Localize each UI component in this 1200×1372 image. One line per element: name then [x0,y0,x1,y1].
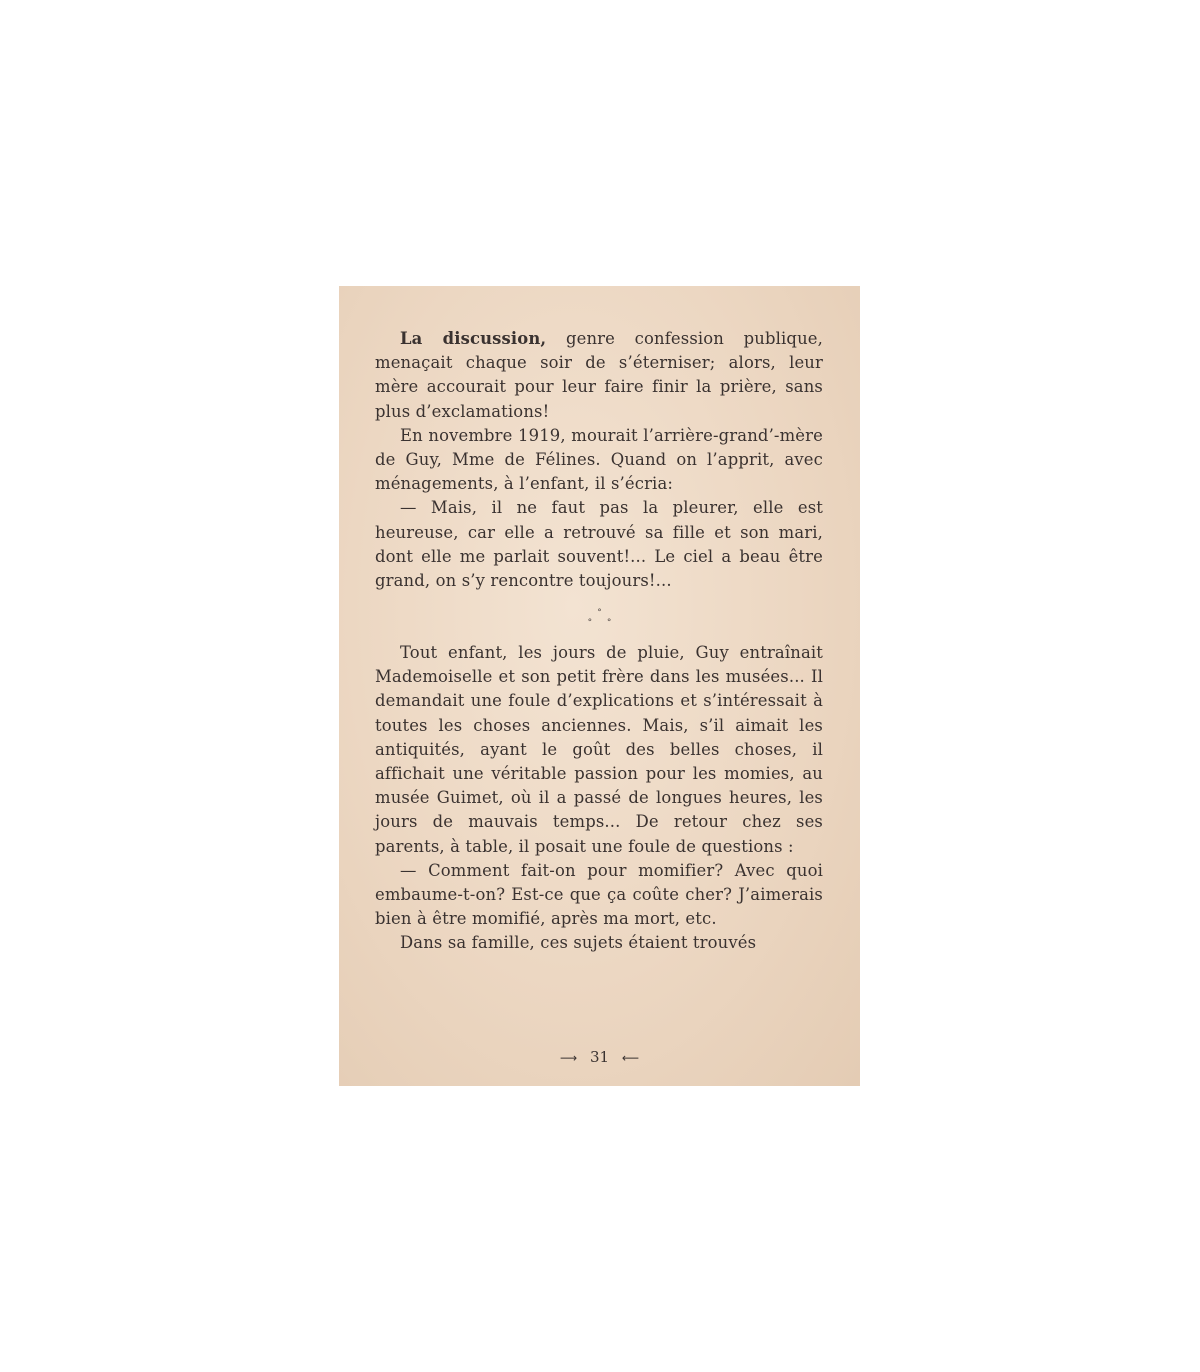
folio-left-ornament: ⟶ [559,1051,578,1065]
separator-bottom-dots: ° ° [587,618,618,628]
folio-number: 31 [589,1048,610,1066]
paragraph-text: genre confession publique, menaçait chaque soir de s’éterniser; alors, leur mère accourait pour leur faire finir la prière, sans plus d’exclamations! [375,329,823,421]
book-page [339,286,860,1086]
section-separator [339,608,860,630]
separator-top-dot: ° [597,608,602,618]
paragraph-lead: La discussion, [400,329,547,348]
paragraph-discussion [375,327,823,424]
paragraph-november-1919: En novembre 1919, mourait l’arrière-grand’-mère de Guy, Mme de Félines. Quand on l’apprit, avec ménagements, à l’enfant, il s’écria: [375,425,823,494]
page-number [339,1048,860,1066]
paragraph-famille: Dans sa famille, ces sujets étaient trouvés [400,933,757,953]
paragraph-quote-momifier: — Comment fait-on pour momifier? Avec quoi embaume-t-on? Est-ce que ça coûte cher? J’aimerais bien à être momifié, après ma mort, etc. [375,860,823,929]
text-block-bottom [375,641,823,956]
paragraph-musees: Tout enfant, les jours de pluie, Guy entraînait Mademoiselle et son petit frère dans les musées... Il demandait une foule d’explications et s’intéressait à toutes les choses anciennes. Mais, s’il aimait les antiquités, ayant le goût des belles choses, il affichait une véritable passion pour les momies, au musée Guimet, où il a passé de longues heures, les jours de mauvais temps... De retour chez ses parents, à table, il posait une foule de questions : [375,643,823,856]
text-block-top [375,327,823,593]
paragraph-quote-ciel: — Mais, il ne faut pas la pleurer, elle est heureuse, car elle a retrouvé sa fille et son mari, dont elle me parlait souvent!... Le ciel a beau être grand, on s’y rencontre toujours!... [375,498,823,591]
folio-right-ornament: ⟵ [621,1051,640,1065]
